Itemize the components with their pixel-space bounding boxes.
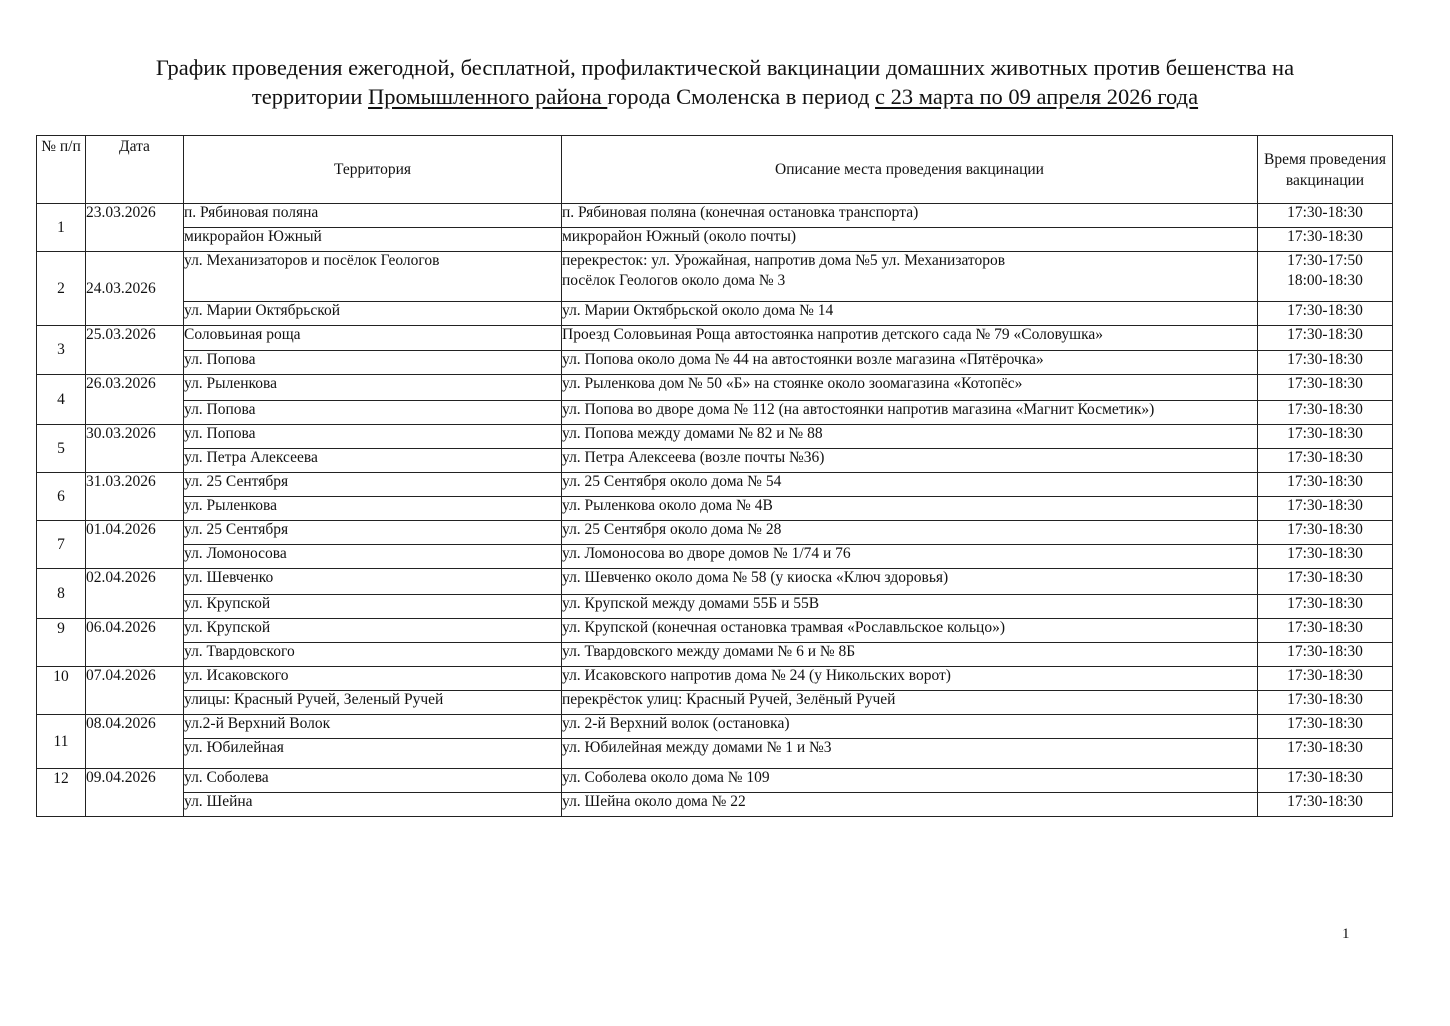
table-row [37, 545, 1393, 569]
time-text: 17:30-18:30 [1287, 521, 1363, 538]
time-text: 17:30-18:30 [1287, 667, 1363, 684]
row-time [1258, 449, 1393, 473]
row-territory: ул. Марии Октябрьской [184, 302, 562, 326]
row-territory: ул.2-й Верхний Волок [184, 715, 562, 739]
title-period: с 23 марта по 09 апреля 2026 года [875, 84, 1199, 109]
title-line-1: График проведения ежегодной, бесплатной, профилактической вакцинации домашних животных против бешенства на [155, 55, 1295, 80]
row-territory: ул. 25 Сентября [184, 473, 562, 497]
time-text-2: 18:00-18:30 [1287, 272, 1363, 289]
time-text: 17:30-18:30 [1287, 449, 1363, 466]
table-row [37, 375, 1393, 401]
row-territory: ул. Шевченко [184, 569, 562, 595]
row-time [1258, 793, 1393, 817]
row-territory: Соловьиная роща [184, 326, 562, 351]
row-description [562, 326, 1258, 351]
table-row [37, 769, 1393, 793]
row-time [1258, 351, 1393, 375]
row-description [562, 793, 1258, 817]
time-text: 17:30-18:30 [1287, 769, 1363, 786]
description-text: ул. Попова между домами № 82 и № 88 [562, 425, 823, 442]
row-territory: ул. Рыленкова [184, 497, 562, 521]
row-date: 23.03.2026 [86, 204, 184, 252]
row-description [562, 375, 1258, 401]
row-territory: ул. Крупской [184, 595, 562, 619]
time-text: 17:30-18:30 [1287, 375, 1363, 392]
row-time [1258, 691, 1393, 715]
row-territory: ул. Юбилейная [184, 739, 562, 769]
row-description [562, 204, 1258, 228]
description-text: Проезд Соловьиная Роща автостоянка напротив детского сада № 79 «Соловушка» [562, 326, 1104, 343]
table-row [37, 326, 1393, 351]
table-row [37, 204, 1393, 228]
table-row [37, 619, 1393, 643]
time-text: 17:30-18:30 [1287, 595, 1363, 612]
time-text: 17:30-18:30 [1287, 326, 1363, 343]
description-text: ул. Рыленкова дом № 50 «Б» на стоянке около зоомагазина «Котопёс» [562, 375, 1023, 392]
table-row [37, 793, 1393, 817]
row-time [1258, 375, 1393, 401]
row-date: 31.03.2026 [86, 473, 184, 521]
table-row [37, 667, 1393, 691]
description-text: п. Рябиновая поляна (конечная остановка транспорта) [562, 204, 919, 221]
title-district: Промышленного района [368, 84, 608, 109]
row-number: 7 [37, 521, 86, 569]
row-description [562, 545, 1258, 569]
row-description [562, 715, 1258, 739]
time-text: 17:30-17:50 [1287, 252, 1363, 269]
row-time [1258, 619, 1393, 643]
header-time: Время проведения вакцинации [1258, 136, 1393, 204]
table-row [37, 449, 1393, 473]
title-part-city: города Смоленска в период [607, 84, 876, 109]
time-text: 17:30-18:30 [1287, 425, 1363, 442]
row-time [1258, 425, 1393, 449]
time-text: 17:30-18:30 [1287, 691, 1363, 708]
table-row [37, 497, 1393, 521]
time-text: 17:30-18:30 [1287, 401, 1363, 418]
header-row [37, 136, 1393, 204]
table-row [37, 595, 1393, 619]
description-text: ул. Юбилейная между домами № 1 и №3 [562, 739, 832, 756]
row-territory: ул. Крупской [184, 619, 562, 643]
row-description [562, 569, 1258, 595]
description-text: перекресток: ул. Урожайная, напротив дома №5 ул. Механизаторов [562, 252, 1006, 269]
row-date: 06.04.2026 [86, 619, 184, 667]
row-description [562, 521, 1258, 545]
description-text: ул. Исаковского напротив дома № 24 (у Никольских ворот) [562, 667, 951, 684]
table-row [37, 739, 1393, 769]
row-date: 09.04.2026 [86, 769, 184, 817]
header-territory: Территория [184, 136, 562, 204]
row-territory: улицы: Красный Ручей, Зеленый Ручей [184, 691, 562, 715]
description-text: ул. Шевченко около дома № 58 (у киоска «Ключ здоровья) [562, 569, 949, 586]
row-number: 8 [37, 569, 86, 619]
time-text: 17:30-18:30 [1287, 643, 1363, 660]
time-text: 17:30-18:30 [1287, 619, 1363, 636]
row-description [562, 473, 1258, 497]
row-time [1258, 228, 1393, 252]
table-row [37, 425, 1393, 449]
row-territory: ул. Твардовского [184, 643, 562, 667]
description-text: ул. Ломоносова во дворе домов № 1/74 и 76 [562, 545, 851, 562]
row-number: 5 [37, 425, 86, 473]
time-text: 17:30-18:30 [1287, 228, 1363, 245]
row-date: 01.04.2026 [86, 521, 184, 569]
page-number: 1 [1342, 926, 1350, 942]
row-time [1258, 473, 1393, 497]
table-row [37, 569, 1393, 595]
row-description [562, 252, 1258, 302]
table-row [37, 351, 1393, 375]
row-description [562, 228, 1258, 252]
row-time [1258, 769, 1393, 793]
row-description [562, 643, 1258, 667]
time-text: 17:30-18:30 [1287, 569, 1363, 586]
header-num: № п/п [37, 136, 86, 204]
schedule-table [36, 135, 1393, 817]
row-time [1258, 302, 1393, 326]
row-description [562, 619, 1258, 643]
title-line-2 [0, 82, 1450, 111]
row-description [562, 595, 1258, 619]
row-time [1258, 497, 1393, 521]
row-date: 25.03.2026 [86, 326, 184, 375]
row-description [562, 351, 1258, 375]
row-date: 30.03.2026 [86, 425, 184, 473]
time-text: 17:30-18:30 [1287, 351, 1363, 368]
row-time [1258, 545, 1393, 569]
row-description [562, 401, 1258, 425]
time-text: 17:30-18:30 [1287, 473, 1363, 490]
row-territory: ул. Попова [184, 351, 562, 375]
description-text: ул. Твардовского между домами № 6 и № 8Б [562, 643, 856, 660]
description-text: микрорайон Южный (около почты) [562, 228, 797, 245]
row-time [1258, 595, 1393, 619]
table-row [37, 691, 1393, 715]
table-row [37, 228, 1393, 252]
row-time [1258, 715, 1393, 739]
description-text: ул. Попова около дома № 44 на автостоянки возле магазина «Пятёрочка» [562, 351, 1044, 368]
row-time [1258, 252, 1393, 302]
row-number: 10 [37, 667, 86, 715]
table-row [37, 473, 1393, 497]
description-text-2: посёлок Геологов около дома № 3 [562, 272, 786, 289]
table-row [37, 715, 1393, 739]
row-territory: п. Рябиновая поляна [184, 204, 562, 228]
row-territory: ул. Ломоносова [184, 545, 562, 569]
row-number: 11 [37, 715, 86, 769]
row-time [1258, 326, 1393, 351]
row-number: 3 [37, 326, 86, 375]
row-time [1258, 569, 1393, 595]
table-row [37, 401, 1393, 425]
row-date: 08.04.2026 [86, 715, 184, 769]
description-text: ул. Попова во дворе дома № 112 (на автостоянки напротив магазина «Магнит Косметик») [562, 401, 1155, 418]
row-number: 1 [37, 204, 86, 252]
schedule-body [37, 204, 1393, 817]
row-description [562, 302, 1258, 326]
description-text: ул. 25 Сентября около дома № 28 [562, 521, 782, 538]
row-description [562, 691, 1258, 715]
description-text: ул. Марии Октябрьской около дома № 14 [562, 302, 834, 319]
row-time [1258, 401, 1393, 425]
row-date: 26.03.2026 [86, 375, 184, 425]
time-text: 17:30-18:30 [1287, 302, 1363, 319]
row-number: 9 [37, 619, 86, 667]
time-text: 17:30-18:30 [1287, 204, 1363, 221]
description-text: ул. Крупской между домами 55Б и 55В [562, 595, 820, 612]
table-row [37, 643, 1393, 667]
time-text: 17:30-18:30 [1287, 739, 1363, 756]
row-date: 07.04.2026 [86, 667, 184, 715]
row-description [562, 425, 1258, 449]
row-time [1258, 667, 1393, 691]
row-number: 6 [37, 473, 86, 521]
row-territory: ул. Исаковского [184, 667, 562, 691]
row-time [1258, 521, 1393, 545]
time-text: 17:30-18:30 [1287, 545, 1363, 562]
time-text: 17:30-18:30 [1287, 497, 1363, 514]
row-time [1258, 643, 1393, 667]
row-territory: ул. Петра Алексеева [184, 449, 562, 473]
table-row [37, 252, 1393, 302]
row-description [562, 739, 1258, 769]
row-description [562, 497, 1258, 521]
row-territory: ул. Попова [184, 401, 562, 425]
row-number: 12 [37, 769, 86, 817]
row-description [562, 769, 1258, 793]
row-number: 2 [37, 252, 86, 326]
row-description [562, 449, 1258, 473]
row-territory: ул. 25 Сентября [184, 521, 562, 545]
description-text: ул. Рыленкова около дома № 4В [562, 497, 773, 514]
row-territory: ул. Соболева [184, 769, 562, 793]
row-territory: микрорайон Южный [184, 228, 562, 252]
header-date: Дата [86, 136, 184, 204]
description-text: ул. 2-й Верхний волок (остановка) [562, 715, 790, 732]
row-date: 24.03.2026 [86, 252, 184, 326]
description-text: ул. Крупской (конечная остановка трамвая «Рославльское кольцо») [562, 619, 1006, 636]
row-date: 02.04.2026 [86, 569, 184, 619]
row-time [1258, 204, 1393, 228]
table-row [37, 302, 1393, 326]
row-territory: ул. Попова [184, 425, 562, 449]
description-text: ул. 25 Сентября около дома № 54 [562, 473, 782, 490]
table-row [37, 521, 1393, 545]
title-part-territory: территории [251, 84, 369, 109]
document-title [0, 53, 1450, 111]
description-text: ул. Соболева около дома № 109 [562, 769, 770, 786]
row-description [562, 667, 1258, 691]
row-territory: ул. Шейна [184, 793, 562, 817]
time-text: 17:30-18:30 [1287, 715, 1363, 732]
description-text: ул. Петра Алексеева (возле почты №36) [562, 449, 825, 466]
description-text: ул. Шейна около дома № 22 [562, 793, 746, 810]
header-description: Описание места проведения вакцинации [562, 136, 1258, 204]
time-text: 17:30-18:30 [1287, 793, 1363, 810]
row-number: 4 [37, 375, 86, 425]
row-territory: ул. Механизаторов и посёлок Геологов [184, 252, 562, 302]
row-time [1258, 739, 1393, 769]
description-text: перекрёсток улиц: Красный Ручей, Зелёный Ручей [562, 691, 896, 708]
row-territory: ул. Рыленкова [184, 375, 562, 401]
